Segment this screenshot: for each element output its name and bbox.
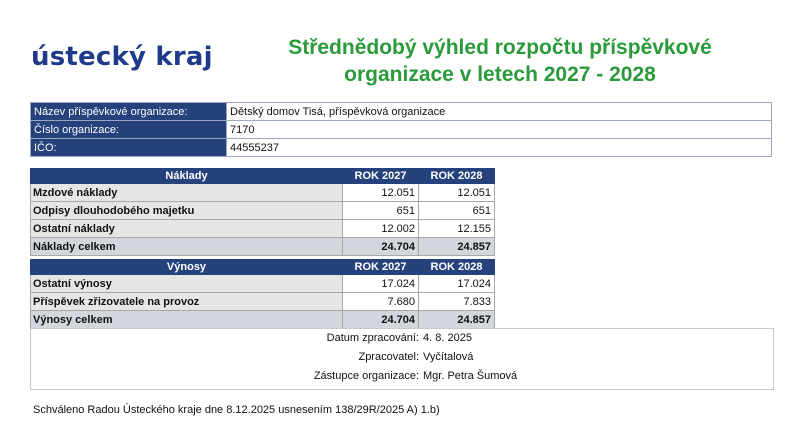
value-2028: 651	[419, 202, 495, 220]
value-2027: 17.024	[343, 275, 419, 293]
row-name: Výnosy celkem	[31, 311, 343, 329]
value-2028: 12.155	[419, 220, 495, 238]
revenue-header-row	[31, 260, 495, 275]
table-row	[31, 275, 495, 293]
processing-label: Zástupce organizace:	[313, 370, 419, 382]
info-label: IČO:	[31, 139, 227, 157]
value-2028: 24.857	[419, 311, 495, 329]
costs-header: Náklady	[31, 169, 343, 184]
approval-note: Schváleno Radou Ústeckého kraje dne 8.12.2025 usnesením 138/29R/2025 A) 1.b)	[33, 404, 440, 416]
revenue-header: Výnosy	[31, 260, 343, 275]
row-name: Příspěvek zřizovatele na provoz	[31, 293, 343, 311]
value-2027: 24.704	[343, 238, 419, 256]
info-label: Název příspěvkové organizace:	[31, 103, 227, 121]
year-header: ROK 2027	[343, 260, 419, 275]
table-row	[31, 184, 495, 202]
processing-value: 4. 8. 2025	[423, 332, 472, 344]
value-2027: 651	[343, 202, 419, 220]
year-header: ROK 2028	[419, 260, 495, 275]
costs-table	[30, 168, 495, 256]
value-2027: 12.002	[343, 220, 419, 238]
processing-value: Vyčítalová	[423, 351, 474, 363]
value-2028: 24.857	[419, 238, 495, 256]
info-label: Číslo organizace:	[31, 121, 227, 139]
value-2027: 24.704	[343, 311, 419, 329]
value-2028: 17.024	[419, 275, 495, 293]
processing-row-author	[31, 351, 773, 367]
value-2027: 7.680	[343, 293, 419, 311]
value-2028: 7.833	[419, 293, 495, 311]
info-value: Dětský domov Tisá, příspěvková organizace	[227, 103, 772, 121]
info-row-ico	[31, 139, 772, 157]
costs-header-row	[31, 169, 495, 184]
costs-total-row	[31, 238, 495, 256]
page-title	[240, 34, 760, 88]
processing-row-date	[31, 332, 773, 348]
processing-label: Zpracovatel:	[358, 351, 419, 363]
row-name: Ostatní výnosy	[31, 275, 343, 293]
row-name: Mzdové náklady	[31, 184, 343, 202]
organization-info-table	[30, 102, 772, 157]
value-2028: 12.051	[419, 184, 495, 202]
ustecky-kraj-logo: ústecký kraj	[31, 42, 213, 72]
processing-value: Mgr. Petra Šumová	[423, 370, 518, 382]
row-name: Ostatní náklady	[31, 220, 343, 238]
row-name: Odpisy dlouhodobého majetku	[31, 202, 343, 220]
title-line-2: organizace v letech 2027 - 2028	[344, 63, 656, 86]
processing-label: Datum zpracování:	[326, 332, 419, 344]
info-row-name	[31, 103, 772, 121]
table-row	[31, 202, 495, 220]
row-name: Náklady celkem	[31, 238, 343, 256]
title-line-1: Střednědobý výhled rozpočtu příspěvkové	[288, 36, 712, 59]
processing-info	[30, 328, 774, 390]
revenue-total-row	[31, 311, 495, 329]
info-value: 7170	[227, 121, 772, 139]
processing-row-representative	[31, 370, 773, 386]
table-row	[31, 220, 495, 238]
table-row	[31, 293, 495, 311]
info-value: 44555237	[227, 139, 772, 157]
year-header: ROK 2027	[343, 169, 419, 184]
info-row-number	[31, 121, 772, 139]
value-2027: 12.051	[343, 184, 419, 202]
year-header: ROK 2028	[419, 169, 495, 184]
revenue-table	[30, 259, 495, 329]
